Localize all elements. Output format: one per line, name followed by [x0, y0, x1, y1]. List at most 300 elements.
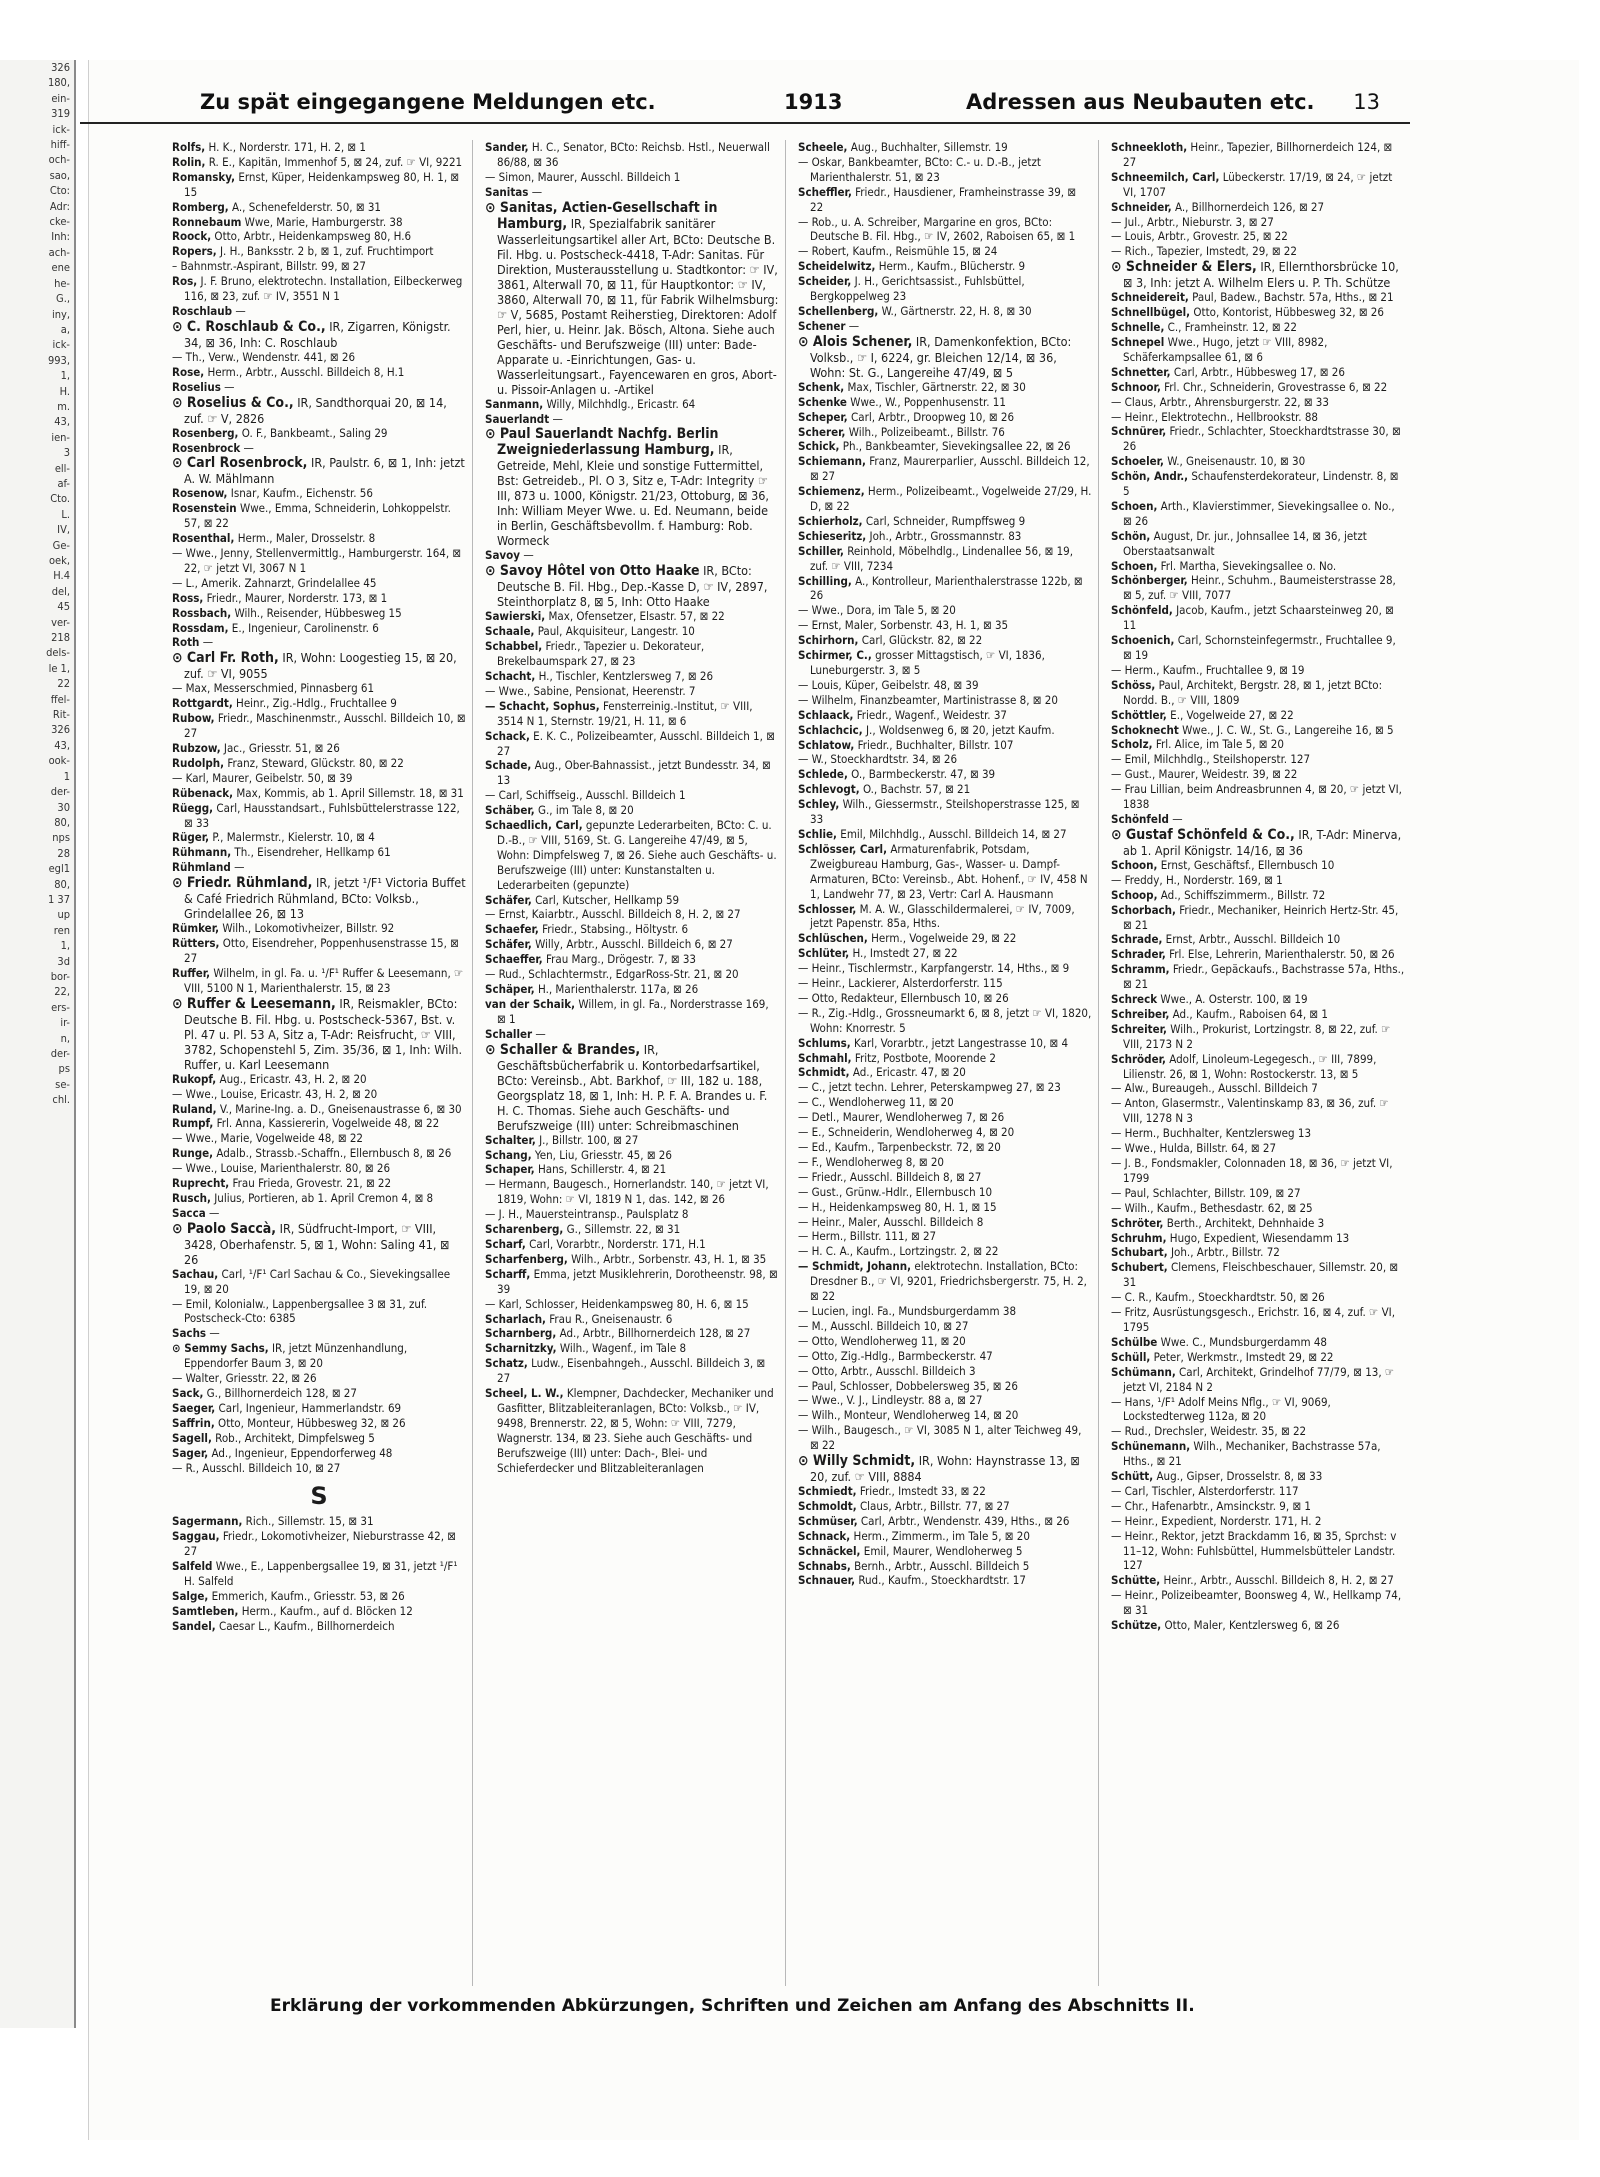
entry-details: — Heinr., Maler, Ausschl. Billdeich 8 [798, 1214, 984, 1229]
entry-details: A., Billhornerdeich 126, ⊠ 27 [1171, 199, 1325, 214]
entry-name: Schellenberg, [798, 303, 879, 318]
directory-entry [798, 1484, 1092, 1499]
entry-name: Ropers, [172, 244, 217, 259]
entry-details: — Rud., Drechsler, Weidestr. 35, ⊠ 22 [1111, 1424, 1307, 1439]
directory-entry [1111, 1022, 1406, 1052]
entry-name: Runge, [172, 1146, 214, 1161]
entry-details: Ad., Kaufm., Raboisen 64, ⊠ 1 [1169, 1006, 1328, 1021]
entry-details: Hans, Schillerstr. 4, ⊠ 21 [534, 1162, 667, 1177]
directory-entry [172, 350, 466, 365]
entry-name: Rubow, [172, 711, 215, 726]
directory-entry [1111, 380, 1406, 395]
entry-details: — [1168, 811, 1183, 826]
entry-name: Schalter, [485, 1132, 536, 1147]
entry-name: Rüger, [172, 830, 210, 845]
directory-entry [172, 1297, 466, 1327]
directory-entry [798, 797, 1092, 827]
directory-entry [1111, 1186, 1406, 1201]
entry-name: Scharfenberg, [485, 1251, 568, 1266]
entry-details: Schaufensterdekorateur, Lindenstr. 8, ⊠ 5 [1123, 469, 1399, 499]
directory-entry [1111, 603, 1406, 633]
entry-name: — Schmidt, Johann, [798, 1259, 912, 1274]
directory-entry [798, 319, 1092, 334]
directory-entry [172, 621, 466, 636]
entry-details: — [205, 1205, 220, 1220]
directory-entry [172, 486, 466, 501]
directory-entry [1111, 1365, 1406, 1395]
directory-entry [798, 454, 1092, 484]
directory-entry [798, 991, 1092, 1006]
entry-name: Sandel, [172, 1618, 216, 1633]
sliver-line: ene [51, 261, 70, 275]
directory-entry [798, 738, 1092, 753]
entry-name: Roth [172, 635, 200, 650]
directory-entry [1111, 663, 1406, 678]
entry-details: Joh., Arbtr., Billstr. 72 [1167, 1245, 1280, 1260]
sliver-line: 1 37 [47, 892, 70, 906]
sliver-line: Ge- [52, 538, 70, 552]
entry-details: — Otto, Redakteur, Ellernbusch 10, ⊠ 26 [798, 990, 1009, 1005]
directory-entry [798, 842, 1092, 902]
entry-name: Rosenberg, [172, 425, 239, 440]
directory-entry [172, 786, 466, 801]
directory-entry [1111, 1439, 1406, 1469]
sliver-line: ell- [54, 461, 70, 475]
directory-entry [172, 1371, 466, 1386]
sliver-line: ook- [48, 754, 70, 768]
directory-entry [798, 244, 1092, 259]
sliver-line: H.4 [53, 569, 70, 583]
entry-details: Hugo, Expedient, Wiesendamm 13 [1166, 1230, 1350, 1245]
entry-details: Peter, Werkmstr., Imstedt 29, ⊠ 22 [1150, 1349, 1334, 1364]
entry-details: — Rud., Schlachtermstr., EdgarRoss-Str. 21, ⊠ 20 [485, 967, 739, 982]
directory-entry [485, 609, 779, 624]
sliver-line: 45 [57, 600, 70, 614]
entry-name: Saeger, [172, 1400, 216, 1415]
directory-entry [798, 1573, 1092, 1588]
entry-name: Rühmland [172, 860, 231, 875]
entry-details: — Wwe., Sabine, Pensionat, Heerenstr. 7 [485, 683, 696, 698]
entry-name: ⊙ Schaller & Brandes, [485, 1041, 641, 1058]
entry-name: Schnelle, [1111, 320, 1165, 335]
entry-details: Carl, Vorarbtr., Norderstr. 171, H.1 [525, 1236, 706, 1251]
sliver-line: ein- [51, 91, 70, 105]
entry-details: IR, Wohn: Haynstrasse 13, ⊠ 20, zuf. ☞ VIII, 8884 [810, 1453, 1080, 1485]
entry-name: Schang, [485, 1147, 532, 1162]
directory-entry [1111, 395, 1406, 410]
directory-entry [1111, 529, 1406, 559]
directory-entry [798, 140, 1092, 155]
entry-name: Schäfer, [485, 937, 532, 952]
directory-entry [172, 546, 466, 576]
directory-entry [1111, 200, 1406, 215]
directory-entry [172, 200, 466, 215]
directory-entry [172, 1191, 466, 1206]
entry-details: — Heinr., Rektor, jetzt Brackdamm 16, ⊠ 35, Sprchst: v 11–12, Wohn: Fuhlsbüttel, Hummelsbütteler Landstr. 127 [1111, 1528, 1397, 1573]
directory-entry [485, 1162, 779, 1177]
entry-name: Schneekloth, [1111, 140, 1188, 154]
entry-details: Yen, Liu, Griesstr. 45, ⊠ 26 [531, 1147, 672, 1162]
directory-entry [1111, 170, 1406, 200]
directory-entry [798, 1334, 1092, 1349]
directory-entry [172, 756, 466, 771]
entry-name: Scharenberg, [485, 1222, 564, 1237]
header-left-title: Zu spät eingegangene Meldungen etc. [200, 90, 656, 114]
entry-details: Max, Kommis, ab 1. April Sillemstr. 18, ⊠ 31 [233, 785, 464, 800]
directory-entry [798, 1006, 1092, 1036]
directory-entry [1111, 1156, 1406, 1186]
entry-name: ⊙ Carl Rosenbrock, [172, 455, 308, 472]
entry-name: Rümker, [172, 921, 220, 936]
directory-entry [172, 1446, 466, 1461]
directory-entry [1111, 1201, 1406, 1216]
entry-details: IR, jetzt Münzenhandlung, Eppendorfer Baum 3, ⊠ 20 [184, 1341, 408, 1371]
entry-name: Schaefer, [485, 922, 539, 937]
directory-entry [1111, 1231, 1406, 1246]
entry-details: IR, Ellernthorsbrücke 10, ⊠ 3, Inh: jetzt A. Wilhelm Elers u. P. Th. Schütze [1123, 259, 1399, 291]
entry-name: Schnabs, [798, 1558, 851, 1573]
directory-entry [485, 140, 779, 170]
entry-details: Friedr., Stabsing., Höltystr. 6 [538, 922, 689, 937]
directory-entry [798, 1229, 1092, 1244]
entry-name: Samtleben, [172, 1603, 239, 1618]
directory-entry [798, 618, 1092, 633]
directory-entry [1111, 1126, 1406, 1141]
sliver-line: ien- [51, 430, 70, 444]
entry-details: Paul, Architekt, Bergstr. 28, ⊠ 1, jetzt BCto: Nordd. B., ☞ VIII, 1809 [1123, 677, 1383, 707]
column-4 [1111, 140, 1412, 1986]
sliver-line: 43, [54, 738, 70, 752]
directory-entry [798, 767, 1092, 782]
entry-details: M. A. W., Glasschildermalerei, ☞ IV, 7009, jetzt Papenstr. 85a, Hths. [810, 901, 1075, 931]
directory-entry [1111, 424, 1406, 454]
entry-name: ⊙ Alois Schener, [798, 333, 913, 350]
entry-details: — Frau Lillian, beim Andreasbrunnen 4, ⊠ 20, ☞ jetzt VI, 1838 [1111, 782, 1402, 812]
directory-entry [485, 699, 779, 729]
entry-details: Aug., Ober-Bahnassist., jetzt Bundesstr. 34, ⊠ 13 [497, 758, 771, 788]
entry-details: Wwe., Hugo, jetzt ☞ VIII, 8982, Schäferkampsallee 61, ⊠ 6 [1123, 334, 1328, 364]
entry-name: Schlosser, [798, 901, 857, 916]
entry-name: Rudolph, [172, 755, 225, 770]
sliver-line: ick- [52, 338, 70, 352]
directory-entry [1111, 305, 1406, 320]
page-number: 13 [1353, 90, 1380, 114]
entry-name: Schnoor, [1111, 379, 1161, 394]
firm-entry [172, 319, 466, 350]
entry-name: Schaper, [485, 1162, 535, 1177]
directory-entry [798, 1051, 1092, 1066]
entry-details: Friedr., Imstedt 33, ⊠ 22 [856, 1484, 986, 1499]
sliver-line: 80, [54, 815, 70, 829]
directory-entry [798, 961, 1092, 976]
directory-entry [1111, 1290, 1406, 1305]
directory-entry [798, 1185, 1092, 1200]
directory-entry [798, 693, 1092, 708]
directory-entry [1111, 932, 1406, 947]
directory-entry [172, 696, 466, 711]
entry-name: Schüll, [1111, 1349, 1151, 1364]
directory-entry [485, 937, 779, 952]
entry-details: — Wwe., Marie, Vogelweide 48, ⊠ 22 [172, 1131, 363, 1146]
directory-entry [485, 1252, 779, 1267]
entry-name: Schade, [485, 758, 532, 773]
directory-entry [172, 1267, 466, 1297]
sliver-line: bor- [50, 969, 70, 983]
directory-entry [172, 801, 466, 831]
entry-name: Sager, [172, 1445, 209, 1460]
entry-details: — Simon, Maurer, Ausschl. Billdeich 1 [485, 169, 681, 184]
directory-entry [798, 931, 1092, 946]
entry-details: Carl, Ingenieur, Hammerlandstr. 69 [215, 1400, 402, 1415]
entry-name: Romberg, [172, 199, 229, 214]
directory-columns [172, 140, 1412, 1986]
directory-entry [1111, 708, 1406, 723]
directory-entry [798, 1036, 1092, 1051]
directory-entry [1111, 1096, 1406, 1126]
entry-details: — Fritz, Ausrüstungsgesch., Erichstr. 16, ⊠ 4, zuf. ☞ VI, 1795 [1111, 1305, 1396, 1334]
directory-entry [798, 574, 1092, 604]
directory-entry [798, 1140, 1092, 1155]
entry-name: Schröder, [1111, 1051, 1166, 1066]
entry-name: Schöttler, [1111, 707, 1167, 722]
directory-entry [1111, 1514, 1406, 1529]
directory-entry [798, 1095, 1092, 1110]
entry-details: W., Gärtnerstr. 22, H. 8, ⊠ 30 [878, 303, 1032, 318]
entry-name: Schlaack, [798, 707, 854, 722]
entry-details: Friedr., Maschinenmstr., Ausschl. Billdeich 10, ⊠ 27 [184, 711, 466, 741]
sliver-line: m. [57, 399, 70, 413]
entry-details: Wilh., Mechaniker, Bachstrasse 57a, Hths., ⊠ 21 [1123, 1439, 1381, 1469]
sliver-line: 30 [57, 800, 70, 814]
directory-entry [172, 606, 466, 621]
entry-details: — Claus, Arbtr., Ahrensburgerstr. 22, ⊠ 33 [1111, 394, 1329, 409]
entry-details: — Paul, Schlosser, Dobbelersweg 35, ⊠ 26 [798, 1378, 1018, 1393]
directory-entry [798, 708, 1092, 723]
entry-name: ⊙ C. Roschlaub & Co., [172, 318, 326, 335]
entry-name: Schütt, [1111, 1469, 1154, 1484]
entry-name: Sanitas [485, 184, 529, 199]
sliver-line: del, [51, 584, 70, 598]
entry-details: Carl, Glückstr. 82, ⊠ 22 [858, 633, 983, 648]
entry-name: Rühmann, [172, 845, 232, 860]
entry-details: Ad., Ericastr. 47, ⊠ 20 [849, 1065, 966, 1080]
entry-details: Friedr., Mechaniker, Heinrich Hertz-Str. 45, ⊠ 21 [1123, 902, 1399, 932]
entry-details: — W., Stoeckhardtstr. 34, ⊠ 26 [798, 752, 958, 767]
entry-name: Rossbach, [172, 605, 232, 620]
entry-details: — [528, 184, 543, 199]
entry-name: Schrade, [1111, 932, 1163, 947]
entry-name: Scheel, L. W., [485, 1386, 564, 1401]
entry-details: — Otto, Zig.-Hdlg., Barmbeckerstr. 47 [798, 1348, 993, 1363]
directory-entry [1111, 1573, 1406, 1588]
entry-details: — [532, 1026, 546, 1041]
entry-details: Wilh., Lokomotivheizer, Billstr. 92 [219, 921, 395, 936]
entry-name: Scharf, [485, 1236, 526, 1251]
directory-entry [485, 922, 779, 937]
entry-name: Rosenthal, [172, 531, 235, 546]
entry-details: Frl. Else, Lehrerin, Marienthalerstr. 50, ⊠ 26 [1165, 947, 1395, 962]
entry-details: — Louis, Arbtr., Grovestr. 25, ⊠ 22 [1111, 229, 1288, 244]
directory-entry [1111, 1469, 1406, 1484]
sliver-line: Cto. [50, 492, 70, 506]
directory-entry [798, 1514, 1092, 1529]
directory-entry [485, 1312, 779, 1327]
directory-entry [172, 1116, 466, 1131]
directory-entry [485, 952, 779, 967]
entry-name: Savoy [485, 548, 521, 563]
entry-details: — Karl, Maurer, Geibelstr. 50, ⊠ 39 [172, 770, 353, 785]
entry-name: Rossdam, [172, 620, 229, 635]
entry-details: Ph., Bankbeamter, Sievekingsallee 22, ⊠ 26 [839, 439, 1071, 454]
directory-entry [485, 1222, 779, 1237]
entry-details: Ad., Arbtr., Billhornerdeich 128, ⊠ 27 [556, 1326, 751, 1341]
entry-details: — [520, 548, 534, 563]
entry-name: Scharlach, [485, 1311, 546, 1326]
entry-name: Rubzow, [172, 741, 221, 755]
entry-details: Isnar, Kaufm., Eichenstr. 56 [227, 486, 373, 501]
directory-entry [798, 1200, 1092, 1215]
directory-entry [798, 723, 1092, 738]
sliver-line: chl. [52, 1093, 70, 1107]
entry-name: Schäper, [485, 982, 535, 996]
entry-details: Wwe., A. Osterstr. 100, ⊠ 19 [1157, 992, 1308, 1007]
directory-entry [485, 1326, 779, 1341]
directory-entry [485, 893, 779, 908]
sliver-line: L. [61, 507, 70, 521]
entry-details: — Paul, Schlachter, Billstr. 109, ⊠ 27 [1111, 1185, 1301, 1200]
entry-details: Rich., Sillemstr. 15, ⊠ 31 [242, 1514, 374, 1529]
directory-entry [172, 170, 466, 200]
entry-details: — H. C. A., Kaufm., Lortzingstr. 2, ⊠ 22 [798, 1244, 999, 1259]
entry-name: Schlums, [798, 1035, 851, 1050]
sliver-line: le 1, [48, 661, 70, 675]
entry-details: Wwe., E., Lappenbergsallee 19, ⊠ 31, jetzt ¹/F¹ H. Salfeld [184, 1559, 458, 1588]
directory-entry [798, 274, 1092, 304]
entry-name: Schlösser, Carl, [798, 841, 888, 856]
directory-entry [172, 1416, 466, 1431]
entry-details: Herm., Arbtr., Ausschl. Billdeich 8, H.1 [204, 364, 405, 379]
directory-entry [1111, 140, 1406, 170]
directory-entry [485, 1133, 779, 1148]
entry-name: Schneemilch, Carl, [1111, 169, 1220, 184]
directory-entry [1111, 1529, 1406, 1574]
directory-entry [172, 771, 466, 786]
entry-name: Ruland, [172, 1101, 217, 1116]
entry-name: Schierholz, [798, 513, 863, 528]
entry-details: Wilh., Wagenf., im Tale 8 [556, 1341, 687, 1356]
entry-details: Aug., Ericastr. 43, H. 2, ⊠ 20 [216, 1071, 367, 1086]
entry-details: R. E., Kapitän, Immenhof 5, ⊠ 24, zuf. ☞ VI, 9221 [205, 154, 463, 169]
entry-details: — C., jetzt techn. Lehrer, Peterskampweg 27, ⊠ 23 [798, 1080, 1061, 1095]
entry-details: Emma, jetzt Musiklehrerin, Dorotheenstr. 98, ⊠ 39 [497, 1266, 778, 1296]
directory-entry [485, 907, 779, 922]
directory-entry [1111, 1395, 1406, 1425]
entry-details: Herm., Kaufm., auf d. Blöcken 12 [238, 1603, 413, 1618]
directory-entry [798, 1393, 1092, 1408]
directory-entry [172, 1146, 466, 1161]
entry-name: Roselius [172, 379, 221, 394]
entry-details: — [230, 860, 245, 875]
directory-entry [172, 441, 466, 456]
entry-details: — Emil, Kolonialw., Lappenbergsallee 3 ⊠ 31, zuf. Postscheck-Cto: 6385 [172, 1296, 428, 1326]
directory-entry [1111, 290, 1406, 305]
entry-name: Scherer, [798, 424, 846, 439]
entry-name: Schlatow, [798, 737, 855, 752]
sliver-line: 319 [51, 107, 70, 121]
entry-name: Ross, [172, 590, 204, 605]
entry-details: grosser Mittagstisch, ☞ VI, 1836, Luneburgerstr. 3, ⊠ 5 [810, 648, 1045, 677]
firm-entry [485, 200, 779, 397]
directory-entry [1111, 723, 1406, 738]
directory-entry [172, 1102, 466, 1117]
entry-details: Carl, ¹/F¹ Carl Sachau & Co., Sievekingsallee 19, ⊠ 20 [184, 1266, 451, 1296]
entry-details: H., Tischler, Kentzlersweg 7, ⊠ 26 [535, 668, 714, 683]
entry-name: Schick, [798, 439, 840, 454]
column-1 [172, 140, 473, 1986]
sliver-line: ir- [60, 1016, 70, 1030]
directory-entry [1111, 1007, 1406, 1022]
directory-entry [798, 1408, 1092, 1423]
entry-details: J. F. Bruno, elektrotechn. Installation, Eilbeckerweg 116, ⊠ 23, zuf. ☞ IV, 3551 N 1 [184, 274, 463, 304]
entry-details: — Herm., Kaufm., Fruchtallee 9, ⊠ 19 [1111, 662, 1305, 677]
entry-details: — Rob., u. A. Schreiber, Margarine en gros, BCto: Deutsche B. Fil. Hbg., ☞ IV, 2602, Raboisen 65, ⊠ 1 [798, 214, 1076, 244]
entry-name: Ruprecht, [172, 1176, 230, 1191]
directory-entry [1111, 1216, 1406, 1231]
sliver-line: der- [50, 1047, 70, 1060]
directory-entry [1111, 365, 1406, 380]
entry-details: Karl, Vorarbtr., jetzt Langestrasse 10, ⊠ 4 [850, 1035, 1069, 1050]
directory-entry [1111, 782, 1406, 812]
entry-name: Schünemann, [1111, 1439, 1191, 1454]
entry-details: Arth., Klavierstimmer, Sievekingsallee o. No., ⊠ 26 [1123, 498, 1395, 528]
directory-entry [798, 752, 1092, 767]
directory-entry [172, 380, 466, 395]
directory-entry [172, 830, 466, 845]
entry-details: J. H., Gerichtsassist., Fuhlsbüttel, Bergkoppelweg 23 [810, 274, 1025, 304]
directory-entry [798, 439, 1092, 454]
entry-details: IR, T-Adr: Minerva, ab 1. April Königstr. 14/16, ⊠ 36 [1123, 826, 1402, 858]
entry-name: Schreiter, [1111, 1021, 1167, 1036]
entry-details: — J. B., Fondsmakler, Colonnaden 18, ⊠ 36, ☞ jetzt VI, 1799 [1111, 1156, 1393, 1185]
entry-name: ⊙ Schneider & Elers, [1111, 259, 1257, 276]
entry-details: Wilh., Reisender, Hübbesweg 15 [231, 605, 402, 620]
entry-name: Schieseritz, [798, 528, 867, 543]
directory-entry [1111, 1588, 1406, 1618]
entry-details: — Gust., Maurer, Weidestr. 39, ⊠ 22 [1111, 767, 1298, 782]
entry-details: Carl, Arbtr., Droopweg 10, ⊠ 26 [847, 409, 1015, 424]
directory-entry [798, 215, 1092, 245]
directory-entry [798, 1259, 1092, 1304]
entry-details: Berth., Architekt, Dehnhaide 3 [1163, 1215, 1325, 1230]
entry-name: Schmahl, [798, 1050, 852, 1065]
entry-name: Schatz, [485, 1356, 528, 1371]
entry-name: Scharff, [485, 1266, 531, 1281]
sliver-line: 218 [51, 631, 70, 645]
directory-entry [798, 380, 1092, 395]
directory-entry [172, 244, 466, 259]
directory-entry [798, 304, 1092, 319]
entry-details: IR, BCto: Deutsche B. Fil. Hbg., Dep.-Kasse D, ☞ IV, 2897, Steinthorplatz 8, ⊠ 5, Inh: Otto Haake [497, 563, 768, 610]
directory-entry [798, 902, 1092, 932]
entry-details: Carl, Arbtr., Wendenstr. 439, Hths., ⊠ 26 [857, 1513, 1070, 1528]
entry-details: Ad., Schiffszimmerm., Billstr. 72 [1157, 887, 1326, 902]
entry-details: — Emil, Milchhdlg., Steilshoperstr. 127 [1111, 752, 1311, 767]
sliver-line: ren [53, 923, 70, 937]
entry-name: Schneidereit, [1111, 290, 1189, 305]
entry-details: Willy, Arbtr., Ausschl. Billdeich 6, ⊠ 27 [531, 937, 733, 952]
entry-name: Roschlaub [172, 303, 233, 318]
entry-details: Otto, Eisendreher, Poppenhusenstrasse 15, ⊠ 27 [184, 936, 459, 965]
